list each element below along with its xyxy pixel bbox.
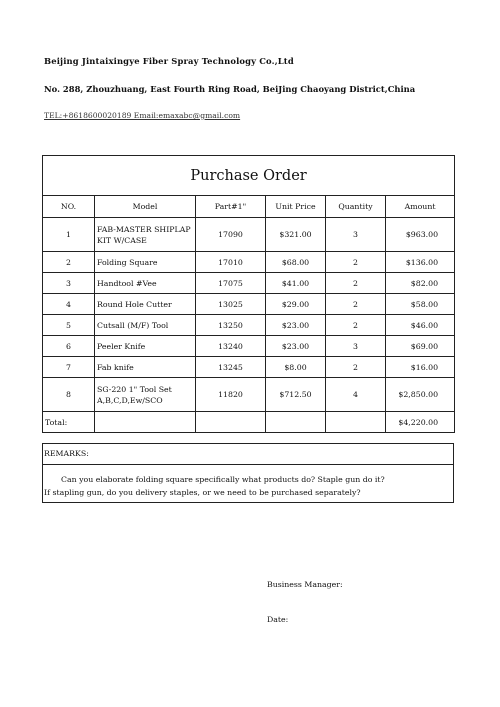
row-model-line1: FAB-MASTER SHIPLAP [97,224,191,234]
purchase-order-table [42,155,455,433]
table-row [43,273,455,294]
row-unit-price: $41.00 [266,273,326,294]
row-model: Peeler Knife [95,336,196,357]
order-title: Purchase Order [43,156,455,196]
row-quantity: 2 [326,315,386,336]
row-unit-price: $712.50 [266,378,326,412]
row-model: Handtool #Vee [95,273,196,294]
row-model: Folding Square [95,252,196,273]
row-quantity: 2 [326,252,386,273]
table-row [43,218,455,252]
header-part: Part#1" [196,196,266,218]
remarks-box [42,443,454,503]
row-no: 7 [43,357,95,378]
row-quantity: 3 [326,336,386,357]
row-model-line2: A,B,C,D,Ew/SCO [97,395,163,405]
row-no: 4 [43,294,95,315]
row-amount: $963.00 [386,218,455,252]
row-model-line1: SG-220 1" Tool Set [97,384,172,394]
remarks-label: REMARKS: [43,444,453,465]
remarks-line-2: If stapling gun, do you delivery staples, or we need to be purchased separately? [44,487,361,497]
row-model [95,378,196,412]
row-amount: $46.00 [386,315,455,336]
row-no: 3 [43,273,95,294]
row-part: 17090 [196,218,266,252]
row-amount: $16.00 [386,357,455,378]
row-amount: $136.00 [386,252,455,273]
row-unit-price: $23.00 [266,315,326,336]
row-model: Round Hole Cutter [95,294,196,315]
row-part: 13245 [196,357,266,378]
row-no: 5 [43,315,95,336]
total-amount: $4,220.00 [386,412,455,433]
header-amount: Amount [386,196,455,218]
row-part: 13240 [196,336,266,357]
row-unit-price: $321.00 [266,218,326,252]
table-row [43,336,455,357]
row-model-line2: KIT W/CASE [97,235,147,245]
row-unit-price: $8.00 [266,357,326,378]
row-quantity: 2 [326,273,386,294]
row-unit-price: $29.00 [266,294,326,315]
table-row [43,315,455,336]
remarks-line-1: Can you elaborate folding square specifically what products do? Staple gun do it? [61,475,385,484]
row-model: Cutsall (M/F) Tool [95,315,196,336]
row-unit-price: $68.00 [266,252,326,273]
total-empty-cell [95,412,196,433]
row-part: 13250 [196,315,266,336]
total-row [43,412,455,433]
row-quantity: 2 [326,357,386,378]
row-part: 13025 [196,294,266,315]
row-quantity: 3 [326,218,386,252]
table-row [43,378,455,412]
row-no: 2 [43,252,95,273]
row-amount: $82.00 [386,273,455,294]
date-label: Date: [267,615,289,624]
header-row [43,196,455,218]
company-address: No. 288, Zhouzhuang, East Fourth Ring Road, BeiJing Chaoyang District,China [44,84,416,94]
table-row [43,252,455,273]
row-model: Fab knife [95,357,196,378]
business-manager-label: Business Manager: [267,580,343,589]
row-no: 1 [43,218,95,252]
total-empty-cell [266,412,326,433]
row-no: 8 [43,378,95,412]
row-no: 6 [43,336,95,357]
total-empty-cell [326,412,386,433]
total-empty-cell [196,412,266,433]
header-quantity: Quantity [326,196,386,218]
row-part: 11820 [196,378,266,412]
row-model [95,218,196,252]
header-model: Model [95,196,196,218]
row-quantity: 2 [326,294,386,315]
row-amount: $69.00 [386,336,455,357]
row-unit-price: $23.00 [266,336,326,357]
table-row [43,294,455,315]
row-amount: $2,850.00 [386,378,455,412]
company-contact: TEL:+8618600020189 Email:emaxabc@gmail.com [44,111,241,120]
header-no: NO. [43,196,95,218]
row-part: 17010 [196,252,266,273]
row-part: 17075 [196,273,266,294]
total-label: Total: [43,412,95,433]
header-unit-price: Unit Price [266,196,326,218]
row-amount: $58.00 [386,294,455,315]
remarks-text [43,465,453,499]
company-name: Beijing Jintaixingye Fiber Spray Technology Co.,Ltd [44,56,294,66]
title-row [43,156,455,196]
table-row [43,357,455,378]
row-quantity: 4 [326,378,386,412]
